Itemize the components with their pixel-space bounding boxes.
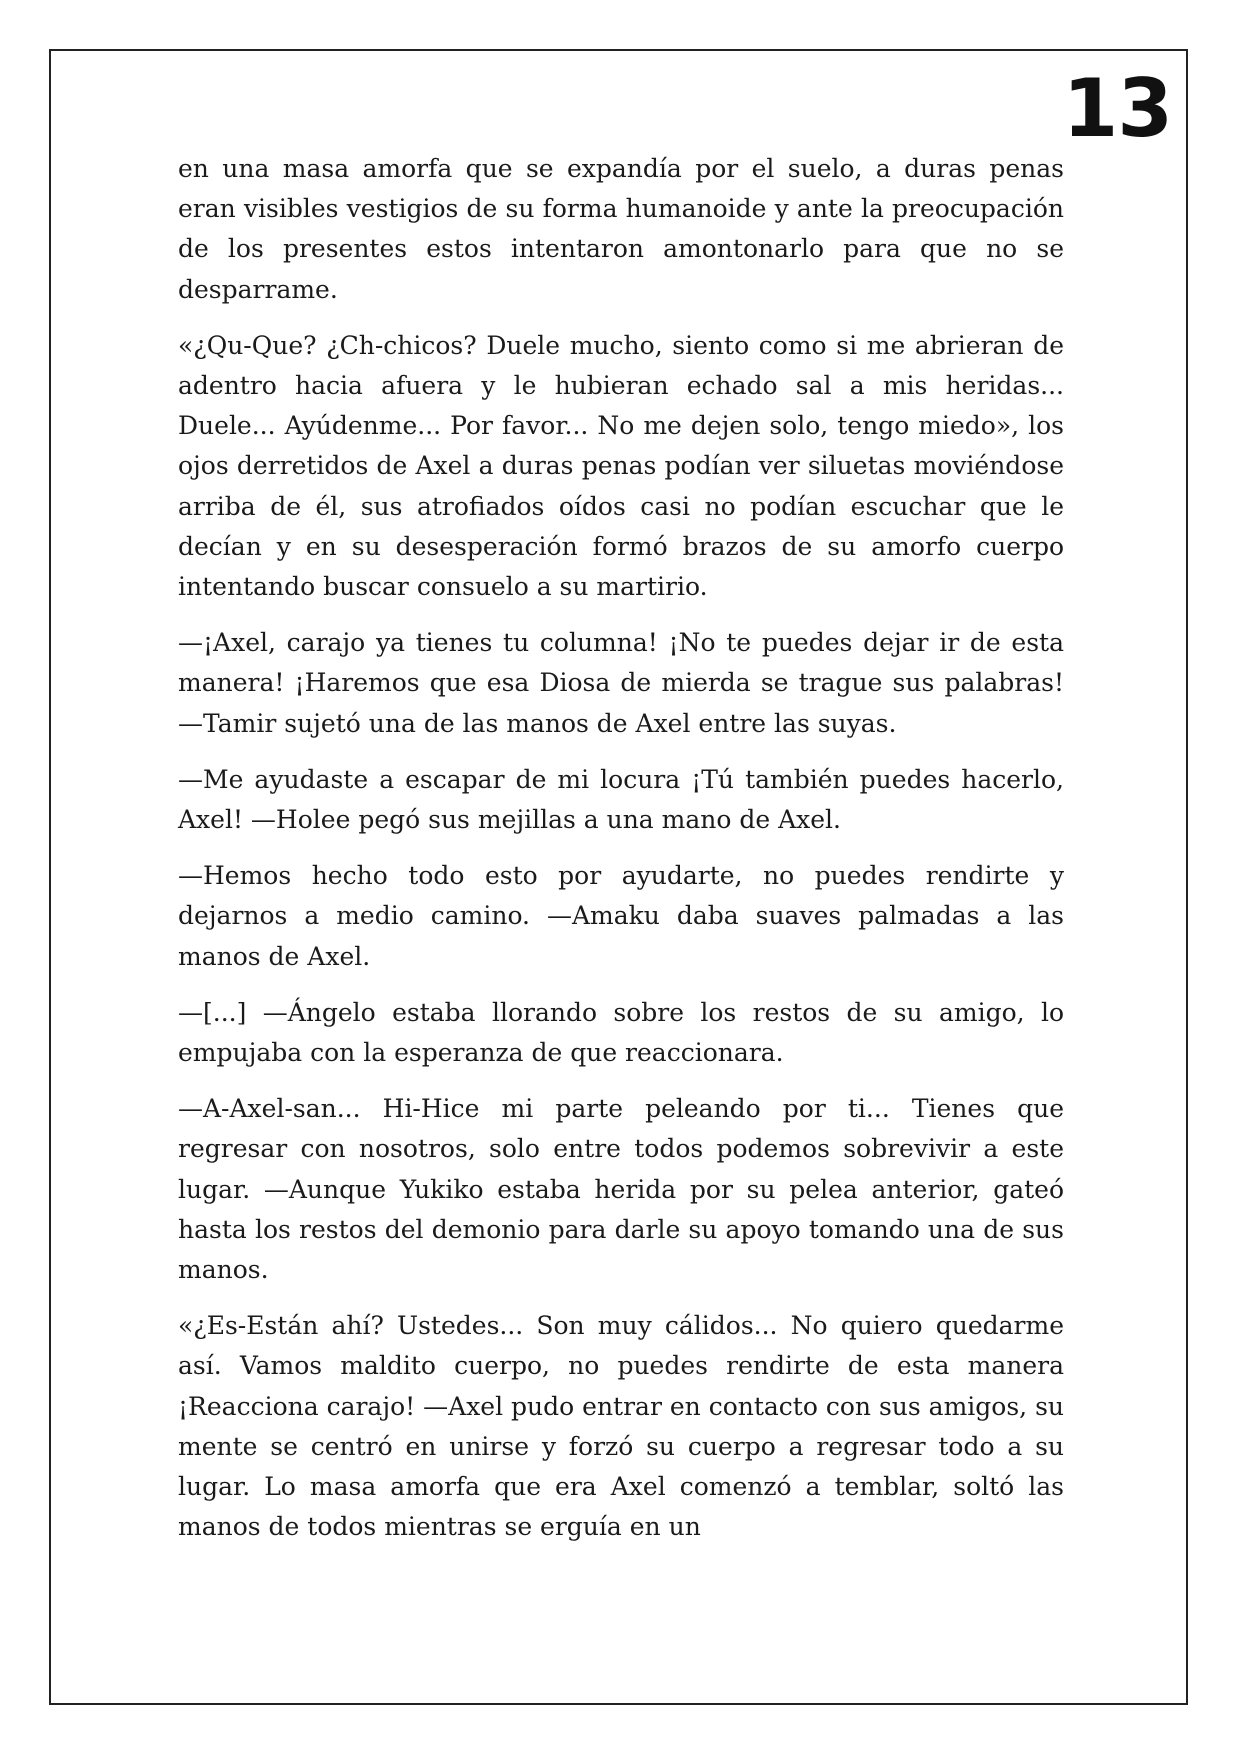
paragraph-7: —A-Axel-san... Hi-Hice mi parte peleando por ti... Tienes que regresar con nosotros, solo entre todos podemos sobrevivir a este lugar. —Aunque Yukiko estaba herida por su pelea anterior, gateó hasta los restos del demonio para darle su apoyo tomando una de sus manos. xyxy=(178,1094,1064,1285)
text-body xyxy=(178,149,1064,1564)
paragraph-2: «¿Qu-Que? ¿Ch-chicos? Duele mucho, siento como si me abrieran de adentro hacia afuera y le hubieran echado sal a mis heridas... Duele... Ayúdenme... Por favor... No me dejen solo, tengo miedo», los ojos derretidos de Axel a duras penas podían ver siluetas moviéndose arriba de él, sus atrofiados oídos casi no podían escuchar que le decían y en su desesperación formó brazos de su amorfo cuerpo intentando buscar consuelo a su martirio. xyxy=(178,330,1064,602)
paragraph-3: —¡Axel, carajo ya tienes tu columna! ¡No te puedes dejar ir de esta manera! ¡Haremos que esa Diosa de mierda se trague sus palabras! —Tamir sujetó una de las manos de Axel entre las suyas. xyxy=(178,628,1064,738)
paragraph-8: «¿Es-Están ahí? Ustedes... Son muy cálidos... No quiero quedarme así. Vamos maldito cuerpo, no puedes rendirte de esta manera ¡Reacciona carajo! —Axel pudo entrar en contacto con sus amigos, su mente se centró en unirse y forzó su cuerpo a regresar todo a su lugar. Lo masa amorfa que era Axel comenzó a temblar, soltó las manos de todos mientras se erguía en un xyxy=(178,1311,1064,1542)
paragraph-6: —[...] —Ángelo estaba llorando sobre los restos de su amigo, lo empujaba con la esperanza de que reaccionara. xyxy=(178,997,1064,1068)
paragraph-5: —Hemos hecho todo esto por ayudarte, no puedes rendirte y dejarnos a medio camino. —Amaku daba suaves palmadas a las manos de Axel. xyxy=(178,861,1064,971)
page-number: 13 xyxy=(1062,62,1172,155)
paragraph-1: en una masa amorfa que se expandía por el suelo, a duras penas eran visibles vestigios de su forma humanoide y ante la preocupación de los presentes estos intentaron amontonarlo para que no se desparrame. xyxy=(178,154,1064,304)
page-frame xyxy=(49,49,1188,1705)
paragraph-4: —Me ayudaste a escapar de mi locura ¡Tú también puedes hacerlo, Axel! —Holee pegó sus mejillas a una mano de Axel. xyxy=(178,764,1064,835)
